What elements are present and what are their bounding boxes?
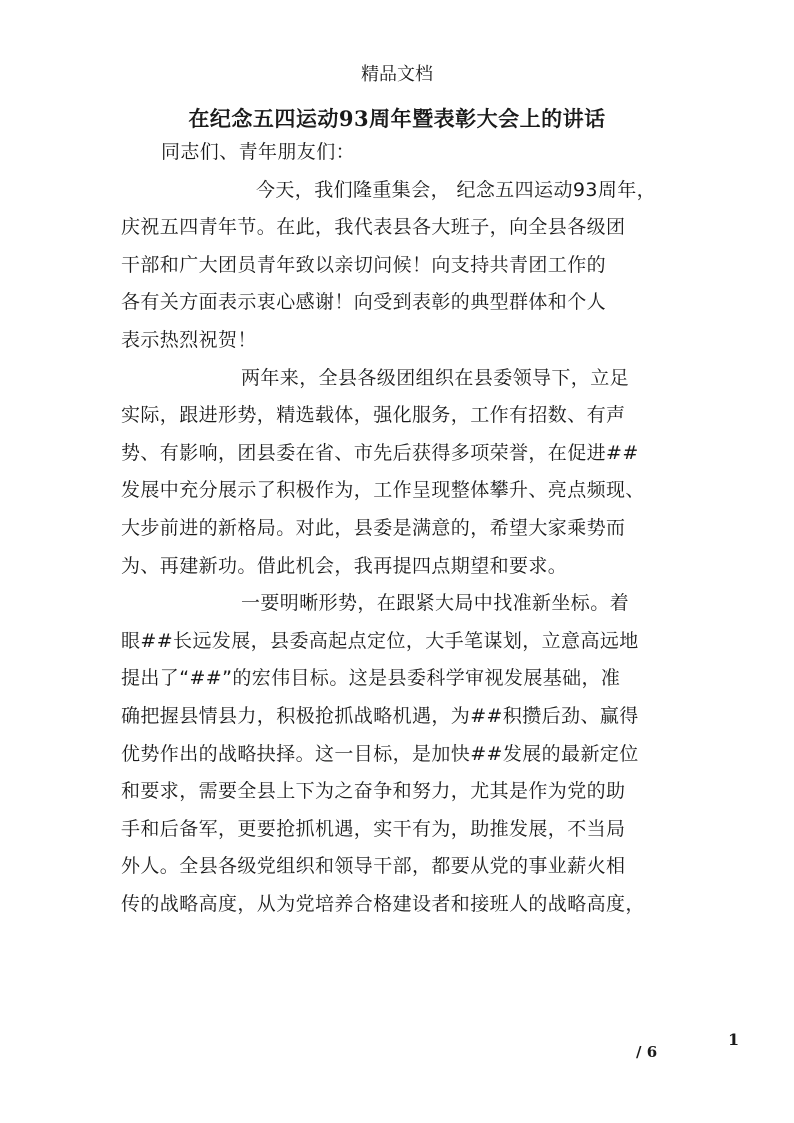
paragraph-line: 提出了“##”的宏伟目标。这是县委科学审视发展基础，准: [121, 667, 621, 690]
paragraph-line: 外人。全县各级党组织和领导干部，都要从党的事业薪火相: [121, 855, 626, 878]
paragraph-line: 两年来，全县各级团组织在县委领导下，立足: [241, 366, 630, 389]
paragraph-line: 今天，我们隆重集会， 纪念五四运动93周年，: [256, 178, 657, 201]
paragraph-line: 发展中充分展示了积极作为，工作呈现整体攀升、亮点频现、: [121, 479, 645, 502]
paragraph-line: 眼##长远发展，县委高起点定位，大手笔谋划，立意高远地: [121, 629, 639, 652]
paragraph-line: 一要明晰形势，在跟紧大局中找准新坐标。着: [241, 592, 630, 615]
paragraph-line: 优势作出的战略抉择。这一目标，是加快##发展的最新定位: [121, 742, 639, 765]
paragraph-line: 庆祝五四青年节。在此，我代表县各大班子，向全县各级团: [121, 216, 626, 239]
speech-title: 在纪念五四运动93周年暨表彰大会上的讲话: [188, 106, 606, 131]
document-header: 精品文档: [361, 64, 433, 85]
paragraph-line: 势、有影响，团县委在省、市先后获得多项荣誉，在促进##: [121, 441, 639, 464]
page-number: 1: [728, 1030, 740, 1049]
paragraph-line: 和要求，需要全县上下为之奋争和努力，尤其是作为党的助: [121, 780, 626, 803]
paragraph-line: 大步前进的新格局。对此，县委是满意的，希望大家乘势而: [121, 516, 626, 539]
speech-body: [121, 134, 681, 923]
paragraph-line: 确把握县情县力，积极抢抓战略机遇，为##积攒后劲、赢得: [121, 704, 639, 727]
page-total: / 6: [636, 1043, 658, 1061]
paragraph-line: 实际，跟进形势，精选载体，强化服务，工作有招数、有声: [121, 404, 626, 427]
paragraph-line: 手和后备军，更要抢抓机遇，实干有为，助推发展，不当局: [121, 817, 626, 840]
paragraph-line: 为、再建新功。借此机会，我再提四点期望和要求。: [121, 554, 568, 577]
paragraph-line: 传的战略高度，从为党培养合格建设者和接班人的战略高度，: [121, 892, 645, 915]
paragraph-line: 干部和广大团员青年致以亲切问候！向支持共青团工作的: [121, 253, 607, 276]
paragraph-line: 各有关方面表示衷心感谢！向受到表彰的典型群体和个人: [121, 291, 607, 314]
salutation-line: 同志们、青年朋友们：: [161, 141, 356, 163]
paragraph-line: 表示热烈祝贺！: [121, 328, 257, 351]
